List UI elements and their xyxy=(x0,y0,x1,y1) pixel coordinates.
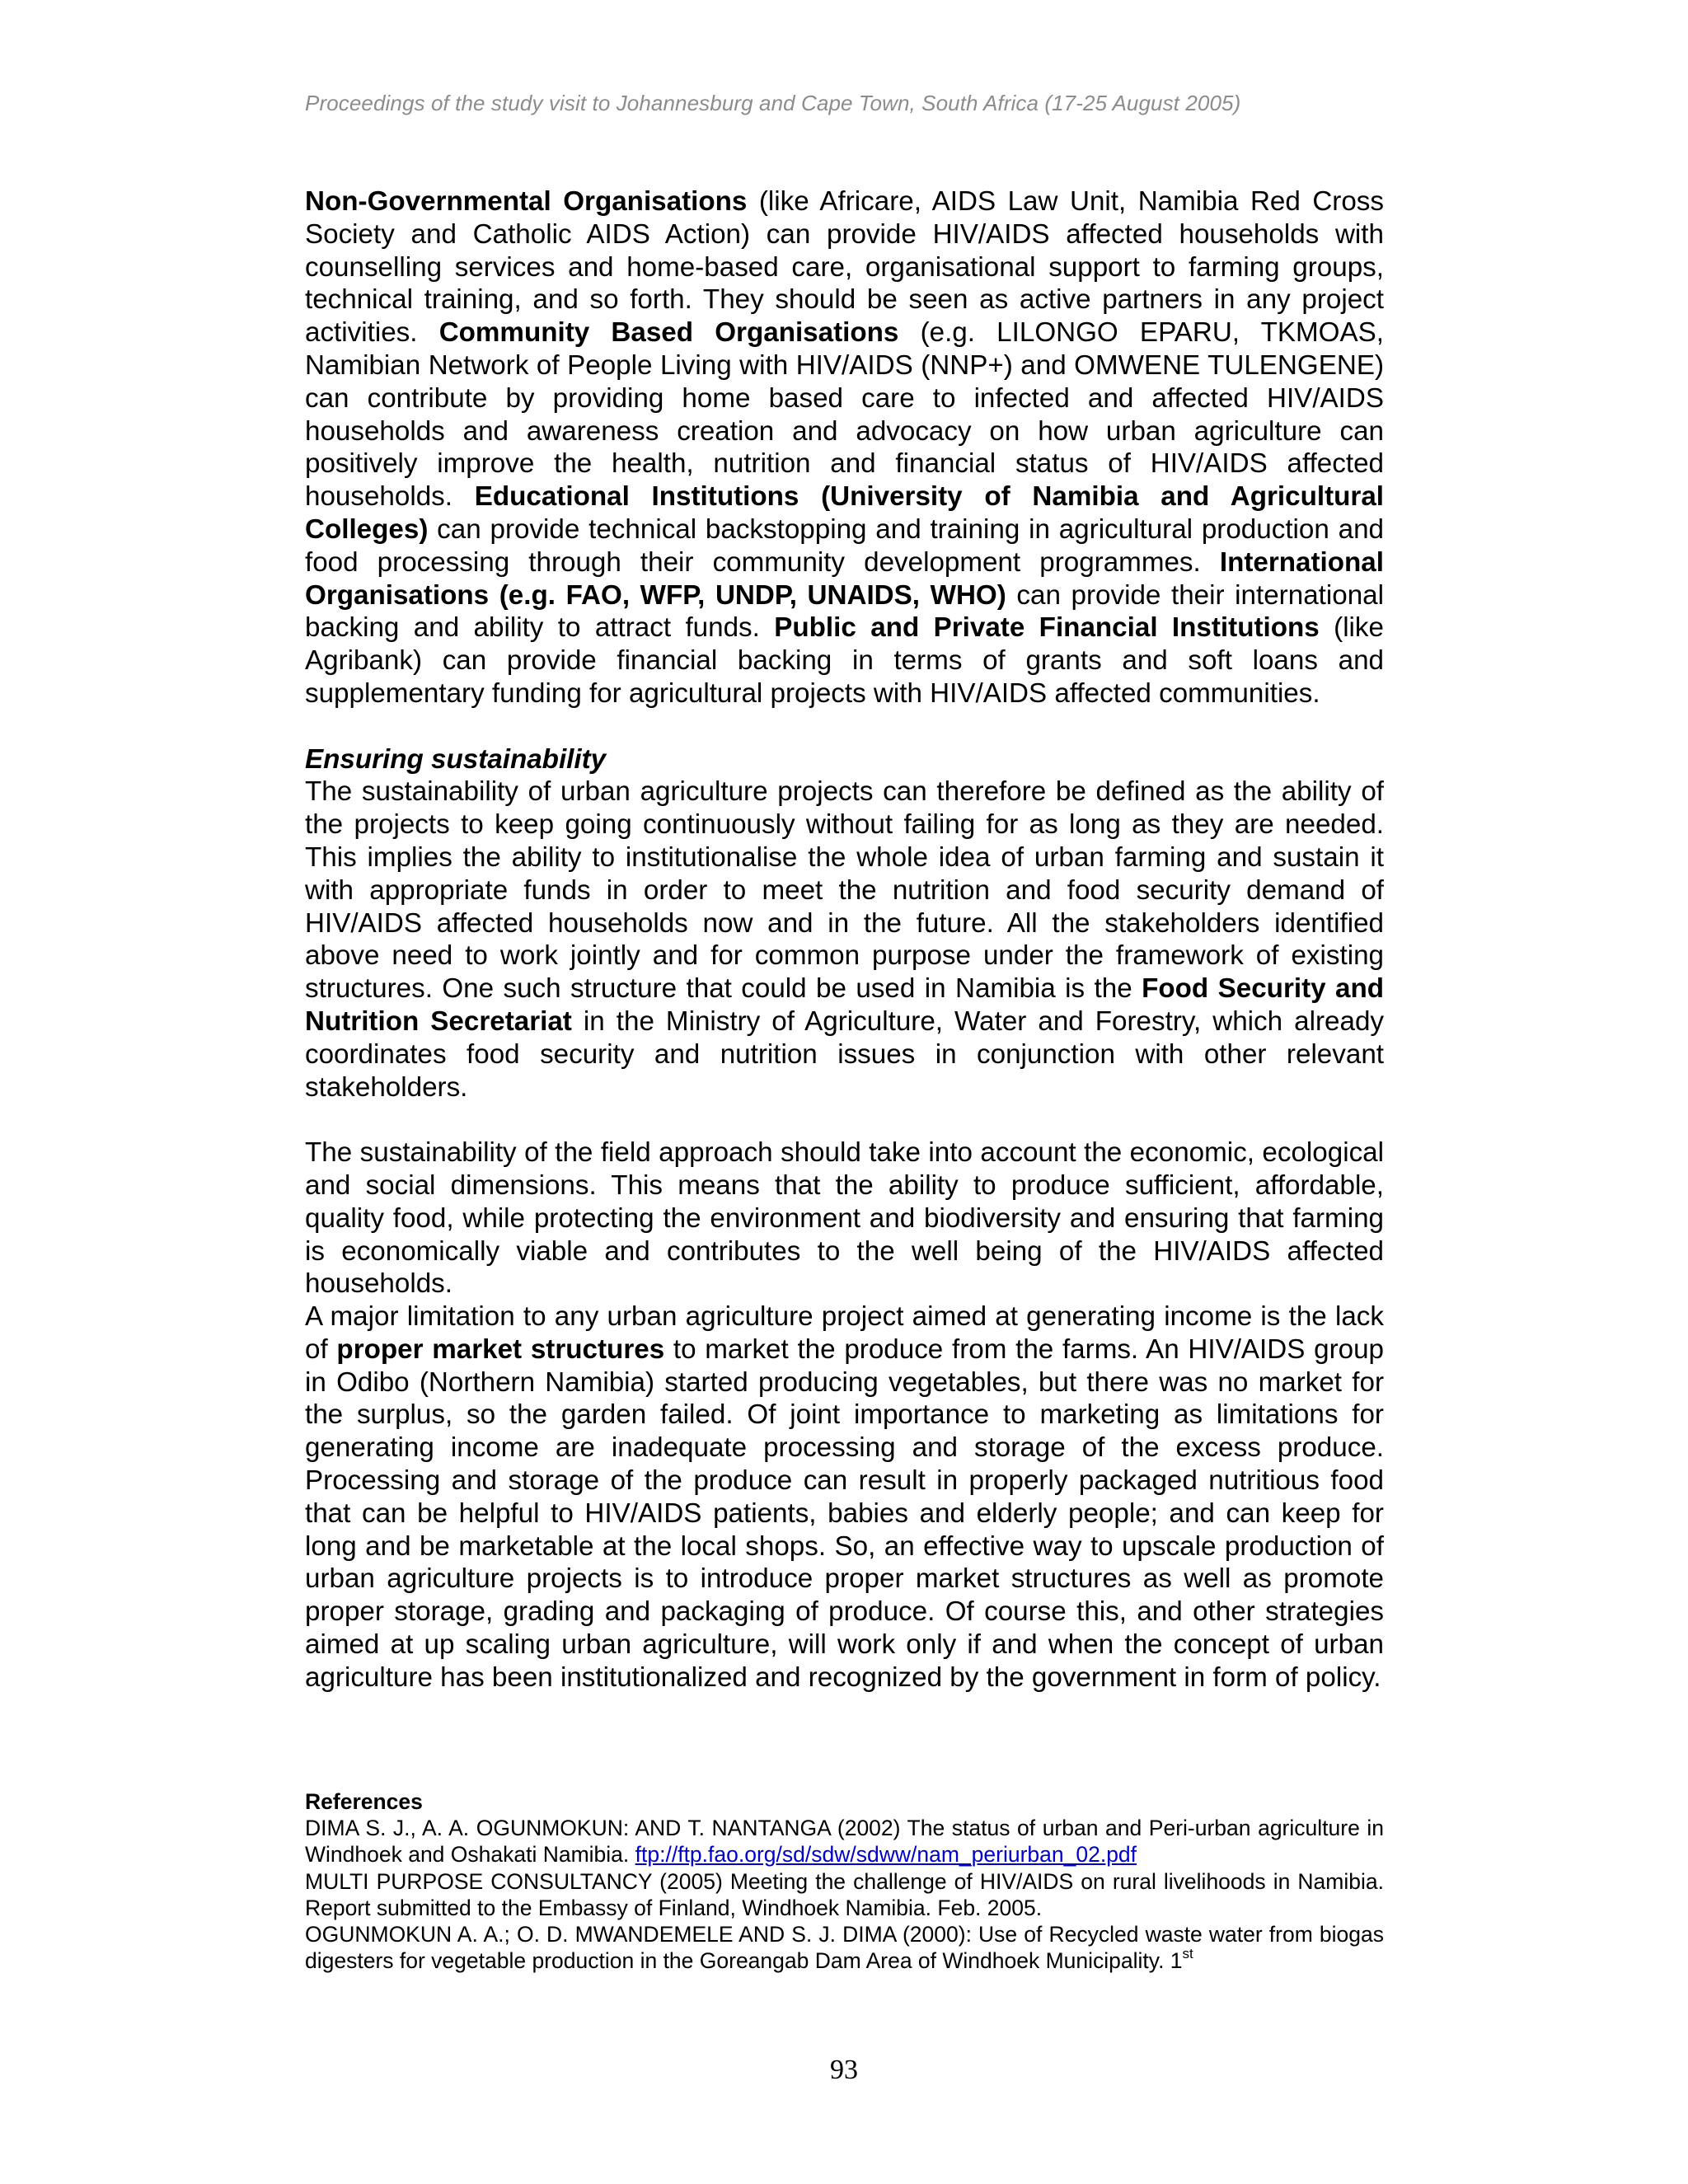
sustainability-p1-text: The sustainability of urban agriculture projects can therefore be defined as the ability of the projects to keep going continuously without failing for as long as they are needed. This implies the ability to institutionalise the whole idea of urban farming and sustain it with appropriate funds in order to meet the nutrition and food security demand of HIV/AIDS affected households now and in the future. All the stakeholders identified above need to work jointly and for common purpose under the framework of existing structures. One such structure that could be used in Namibia is the xyxy=(305,776,1384,1005)
edu-label: Educational Institutions (University of Namibia and Agricultural Colleges) xyxy=(305,481,1385,545)
sustainability-paragraph-2: The sustainability of the field approach should take into account the economic, ecological and social dimensions. This means that the ability to produce sufficient, affordable, quality food, while protecting the environment and biodiversity and ensuring that farming is economically viable and contributes to the well being of the HIV/AIDS affected households. xyxy=(305,1137,1384,1300)
reference-1-link[interactable]: ftp://ftp.fao.org/sd/sdw/sdww/nam_periurban_02.pdf xyxy=(635,1842,1137,1868)
cbo-text: (e.g. LILONGO EPARU, TKMOAS, Namibian Network of People Living with HIV/AIDS (NNP+) and OMWENE TULENGENE) can contribute by providing home based care to infected and affected HIV/AIDS households and awareness creation and advocacy on how urban agriculture can positively improve the health, nutrition and financial status of HIV/AIDS affected households. xyxy=(305,317,1384,513)
reference-item xyxy=(305,1815,1384,1868)
references-section xyxy=(305,1788,1384,1974)
ngo-label: Non-Governmental Organisations xyxy=(305,186,748,217)
sustainability-p3-bold: proper market structures xyxy=(336,1333,665,1365)
ngo-text: (like Africare, AIDS Law Unit, Namibia Red Cross Society and Catholic AIDS Action) can provide HIV/AIDS affected households with counselling services and home-based care, organisational support to farming groups, technical training, and so forth. They should be seen as active partners in any project activities. xyxy=(305,186,1384,349)
cbo-label: Community Based Organisations xyxy=(438,317,899,349)
running-header: Proceedings of the study visit to Johannesburg and Cape Town, South Africa (17-25 August 2005) xyxy=(305,91,1241,115)
stakeholders-paragraph xyxy=(305,185,1384,710)
section-heading-sustainability: Ensuring sustainability xyxy=(305,743,607,775)
sustainability-p1-end: in the Ministry of Agriculture, Water and Forestry, which already coordinates food security and nutrition issues in conjunction with other relevant stakeholders. xyxy=(305,1005,1384,1103)
intl-text: can provide their international backing and ability to attract funds. xyxy=(305,579,1384,644)
references-title: References xyxy=(305,1789,423,1814)
fin-text: (like Agribank) can provide financial backing in terms of grants and soft loans and supplementary funding for agricultural projects with HIV/AIDS affected communities. xyxy=(305,612,1384,709)
sustainability-p3-start: A major limitation to any urban agriculture project aimed at generating income is the lack of xyxy=(305,1301,1384,1365)
intl-label: International Organisations (e.g. FAO, WFP, UNDP, UNAIDS, WHO) xyxy=(305,546,1384,611)
sustainability-p1-bold: Food Security and Nutrition Secretariat xyxy=(305,973,1385,1037)
fin-label: Public and Private Financial Institutions xyxy=(774,612,1320,644)
sustainability-p3-end: to market the produce from the farms. An HIV/AIDS group in Odibo (Northern Namibia) started producing vegetables, but there was no market for the surplus, so the garden failed. Of joint importance to marketing as limitations for generating income are inadequate processing and storage of the excess produce. Processing and storage of the produce can result in properly packaged nutritious food that can be helpful to HIV/AIDS patients, babies and elderly people; and can keep for long and be marketable at the local shops. So, an effective way to upscale production of urban agriculture projects is to introduce proper market structures as well as promote proper storage, grading and packaging of produce. Of course this, and other strategies aimed at up scaling urban agriculture, will work only if and when the concept of urban agriculture has been institutionalized and recognized by the government in form of policy. xyxy=(305,1333,1384,1693)
sustainability-paragraph-1 xyxy=(305,776,1384,1104)
sustainability-paragraph-3 xyxy=(305,1301,1384,1694)
page-number: 93 xyxy=(830,2055,858,2085)
reference-3-text: OGUNMOKUN A. A.; O. D. MWANDEMELE AND S. J. DIMA (2000): Use of Recycled waste water from biogas digesters for vegetable production in the Goreangab Dam Area of Windhoek Municipality. 1 xyxy=(305,1922,1384,1974)
edu-text: can provide technical backstopping and training in agricultural production and food processing through their community development programmes. xyxy=(305,513,1384,578)
body-text xyxy=(305,185,1384,1694)
reference-1-text: DIMA S. J., A. A. OGUNMOKUN: AND T. NANTANGA (2002) The status of urban and Peri-urban agriculture in Windhoek and Oshakati Namibia. xyxy=(305,1816,1384,1868)
reference-3-superscript: st xyxy=(1182,1946,1193,1962)
reference-item xyxy=(305,1921,1384,1974)
reference-item: MULTI PURPOSE CONSULTANCY (2005) Meeting the challenge of HIV/AIDS on rural livelihoods in Namibia. Report submitted to the Embassy of Finland, Windhoek Namibia. Feb. 2005. xyxy=(305,1868,1384,1920)
